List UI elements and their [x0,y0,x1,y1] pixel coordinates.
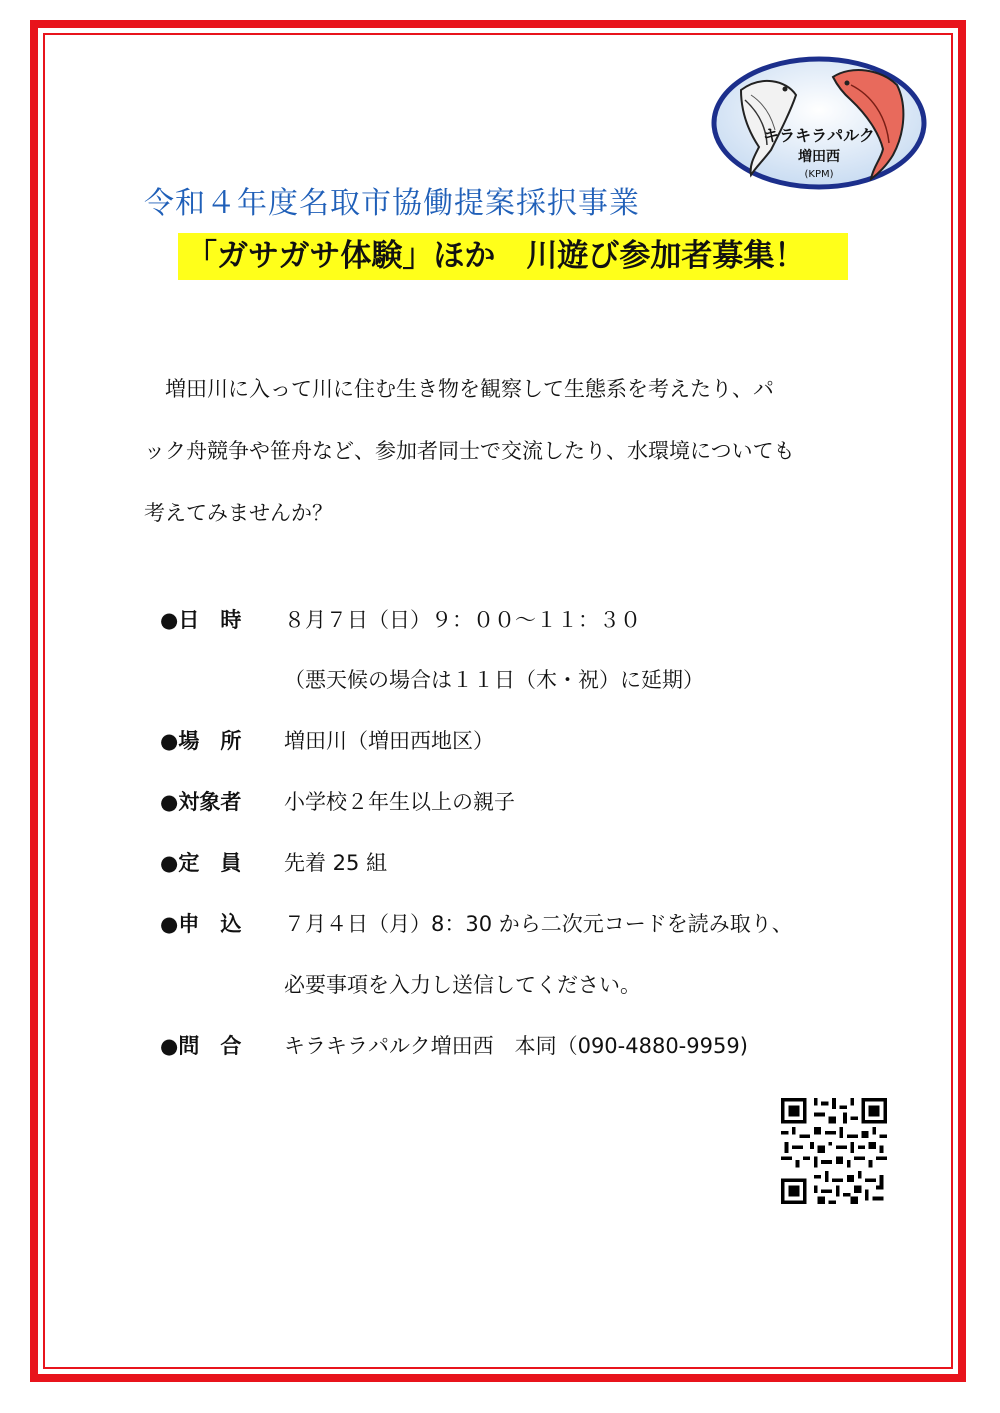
apply-label: ●申 込 [160,912,242,936]
intro-paragraph [144,358,874,544]
contact-value: キラキラパルク増田西 本同（090-4880-9959) [284,1034,748,1058]
capacity-label: ●定 員 [160,851,242,875]
date-value: ８月７日（日）９：００～１１：３０ [284,608,641,632]
date-note: （悪天候の場合は１１日（木・祝）に延期） [284,668,704,692]
project-subtitle: 令和４年度名取市協働提案採択事業 [144,186,640,221]
date-label: ●日 時 [160,608,242,632]
capacity-value: 先着 25 組 [284,851,388,875]
intro-line: ック舟競争や笹舟など、参加者同士で交流したり、水環境についても [144,439,795,463]
event-headline: 「ガサガサ体験」ほか 川遊び参加者募集！ [178,233,848,280]
place-value: 増田川（増田西地区） [284,729,494,753]
logo-place-text: 増田西 [798,149,840,165]
target-label: ●対象者 [160,790,242,814]
intro-line: 増田川に入って川に住む生き物を観察して生態系を考えたり、パ [144,377,774,401]
place-label: ●場 所 [160,729,242,753]
contact-label: ●問 合 [160,1034,242,1058]
target-value: 小学校２年生以上の親子 [284,790,515,814]
logo-abbr-text: (KPM) [804,169,834,180]
intro-line: 考えてみませんか？ [144,501,333,525]
apply-value: ７月４日（月）8：30 から二次元コードを読み取り、 [284,912,793,936]
qr-code-icon[interactable] [781,1098,887,1204]
salmon-logo-icon [711,55,927,191]
apply-note: 必要事項を入力し送信してください。 [284,973,641,997]
logo-name-text: キラキラパルク [763,126,875,145]
